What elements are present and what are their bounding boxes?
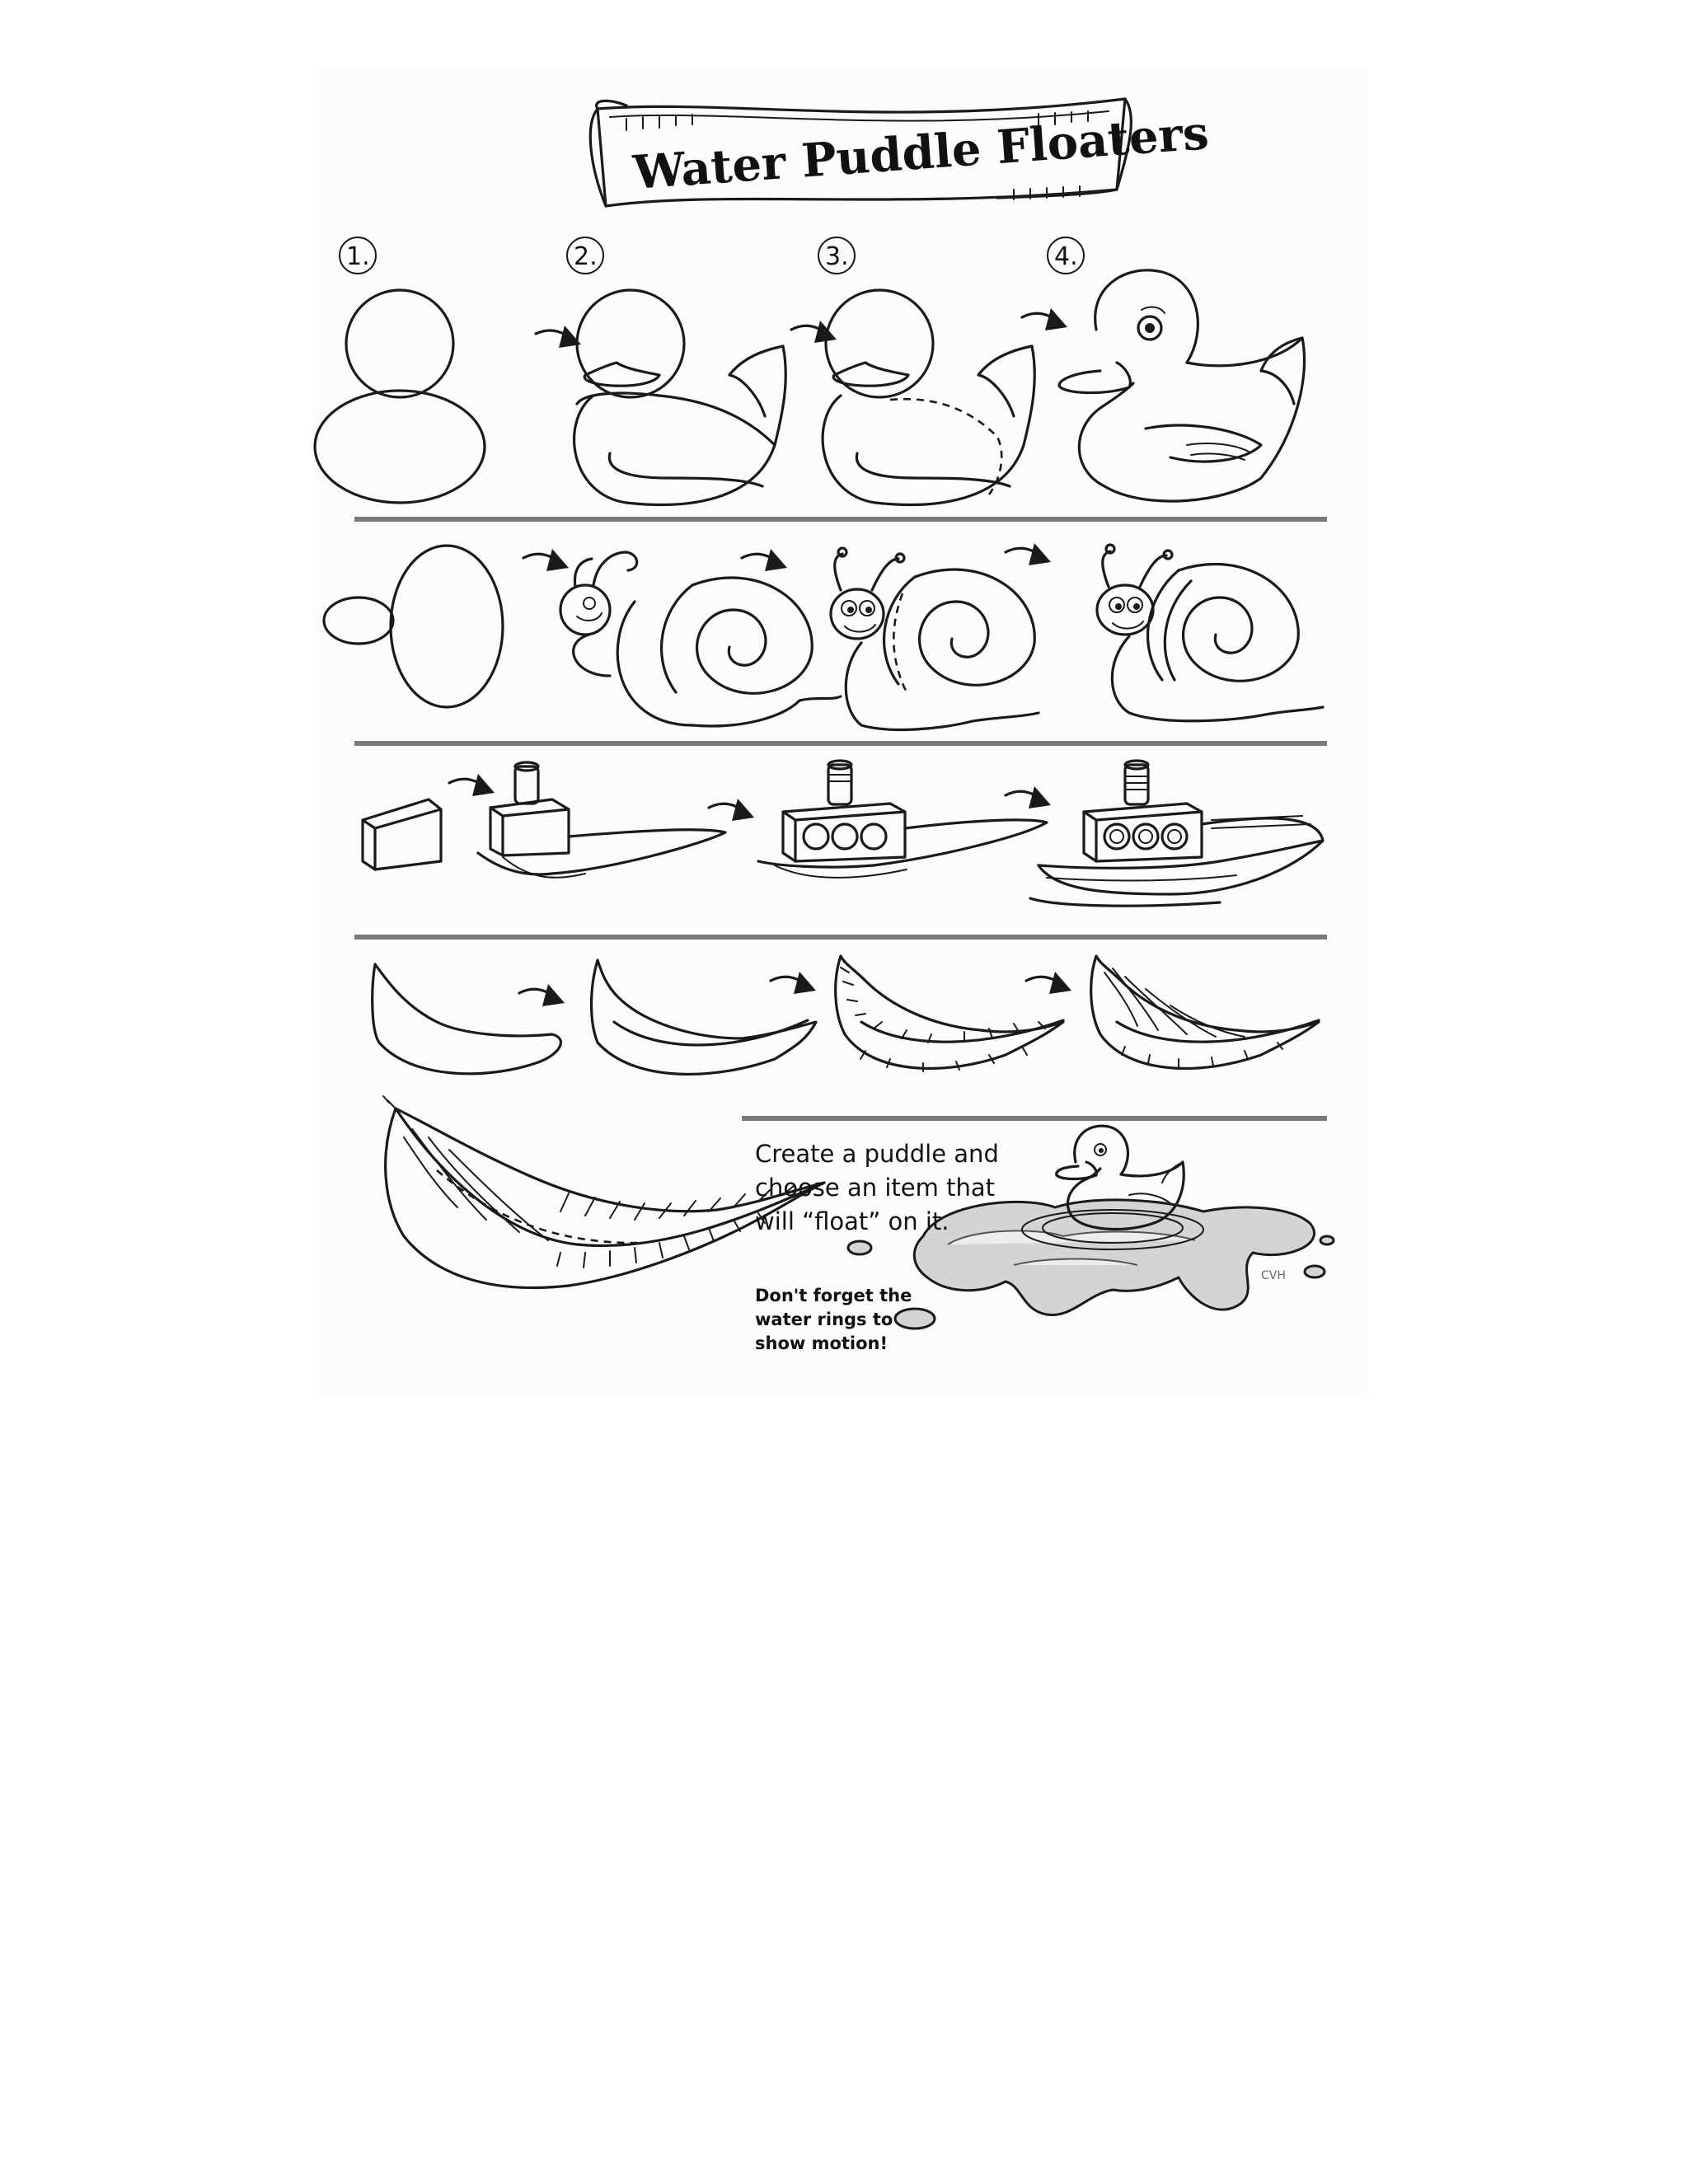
arrowhead-icon (546, 549, 569, 571)
arrowhead-icon (765, 549, 787, 571)
arrowhead-icon (542, 984, 565, 1006)
step-number-2: 2. (574, 242, 598, 271)
boat-step-3 (758, 761, 1047, 878)
arrowhead-icon (472, 774, 495, 796)
snail-step-2 (391, 546, 503, 707)
duck-step-3 (823, 290, 1034, 504)
feather-step-1 (373, 964, 561, 1074)
feather-step-4 (1091, 956, 1319, 1068)
artist-signature: CVH (1261, 1269, 1286, 1282)
arrowhead-icon (1029, 543, 1051, 565)
duck-step-1 (315, 290, 485, 503)
step-numbers (340, 237, 1084, 274)
snail-step-4 (831, 548, 1039, 729)
snail-step-1 (324, 598, 393, 644)
duck-step-2 (574, 290, 786, 504)
duck-step-4 (1059, 270, 1305, 501)
boat-step-4 (1030, 761, 1323, 906)
worksheet-page (313, 66, 1368, 1393)
step-number-4: 4. (1054, 242, 1078, 271)
arrowhead-icon (794, 972, 816, 994)
boat-step-1 (363, 799, 441, 869)
step-number-3: 3. (825, 242, 849, 271)
step-number-1: 1. (346, 242, 370, 271)
arrowhead-icon (1045, 308, 1067, 330)
snail-step-5 (1097, 545, 1323, 721)
arrowhead-icon (732, 799, 754, 821)
arrowhead-icon (1049, 972, 1071, 994)
page-title: Water Puddle Floaters (631, 105, 1211, 200)
feather-step-3 (836, 956, 1063, 1071)
title-banner (590, 99, 1210, 206)
snail-step-3 (560, 552, 841, 726)
boat-step-2 (478, 762, 725, 878)
water-rings-tip: Don't forget the water rings to show motion! (755, 1286, 912, 1353)
arrowhead-icon (1029, 786, 1051, 808)
puddle-instruction: Create a puddle and choose an item that will “float” on it. (755, 1140, 999, 1235)
